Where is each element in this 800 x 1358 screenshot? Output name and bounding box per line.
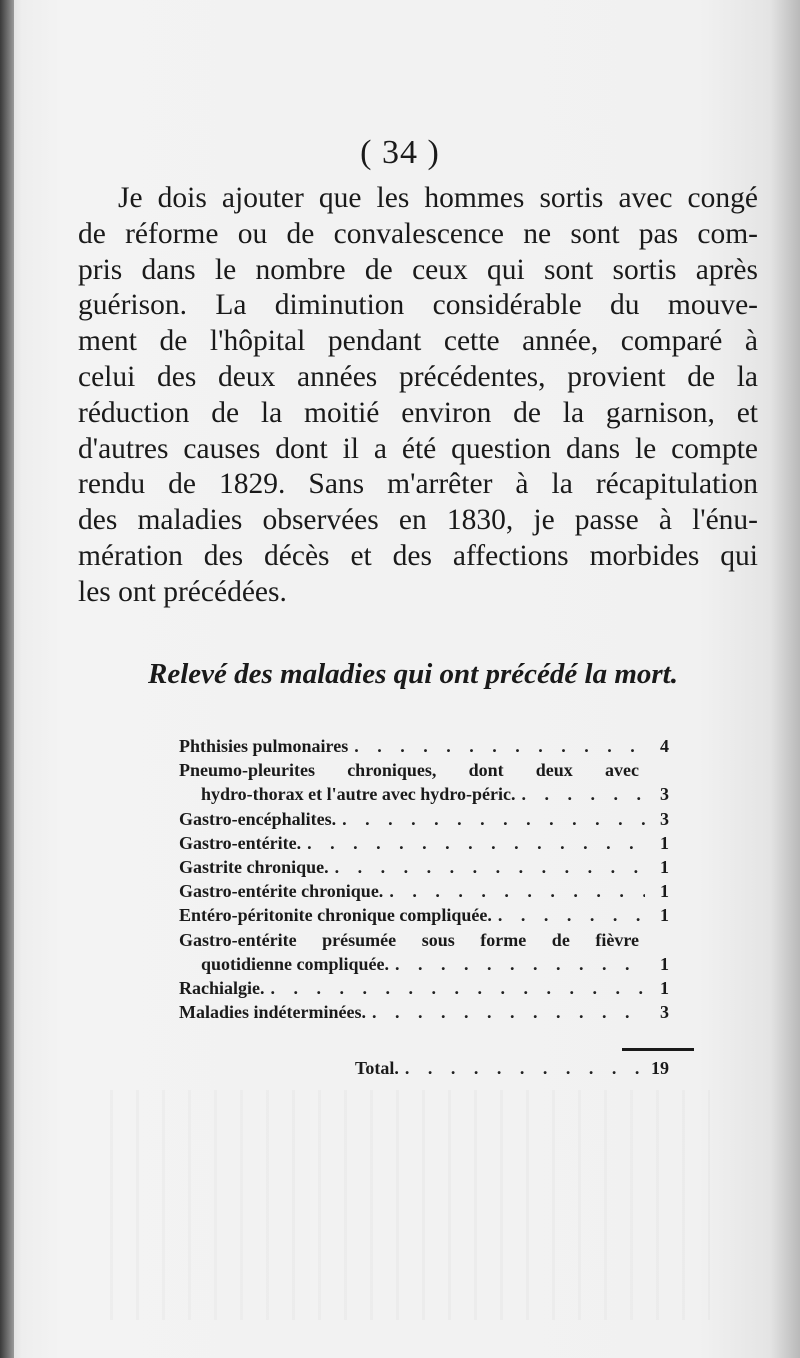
table-row — [179, 928, 669, 952]
table-row — [179, 807, 669, 831]
table-row — [179, 831, 669, 855]
paragraph-line: mération des décès et des affections morbides qui — [78, 539, 758, 572]
leader-dots — [301, 831, 645, 855]
row-label: Gastro-encéphalites. — [179, 808, 337, 829]
paragraph-line: ment de l'hôpital pendant cette année, comparé à — [78, 325, 758, 358]
row-value: 3 — [660, 1002, 669, 1023]
paragraph-line: d'autres causes dont il a été question dans le compte — [78, 432, 758, 465]
paragraph-line: celui des deux années précédentes, provient de la — [78, 360, 758, 393]
row-value: 1 — [660, 953, 669, 974]
table-row — [179, 855, 669, 879]
paragraph-line: les ont précédées. — [78, 575, 287, 608]
paragraph-line: Je dois ajouter que les hommes sortis avec congé — [118, 182, 758, 214]
paragraph-line: de réforme ou de convalescence ne sont pas com- — [78, 217, 758, 250]
leader-dots — [515, 782, 645, 806]
table-row — [179, 952, 669, 976]
table-row — [179, 782, 669, 806]
row-value: 1 — [660, 832, 669, 853]
row-label: Gastro-entérite. — [179, 832, 302, 853]
leader-dots — [336, 807, 645, 831]
row-label: Pneumo-pleurites chroniques, dont deux avec — [179, 760, 639, 781]
table-row — [179, 976, 669, 1000]
table-row — [179, 1000, 669, 1024]
table-row — [179, 734, 669, 758]
row-value: 1 — [660, 857, 669, 878]
row-label: Gastro-entérite présumée sous forme de fièvre — [179, 929, 639, 950]
total-label: Total. — [355, 1058, 399, 1078]
leader-dots — [329, 855, 645, 879]
leader-dots — [383, 879, 645, 903]
leader-dots — [348, 734, 645, 758]
row-label: Maladies indéterminées. — [179, 1002, 366, 1023]
table-row — [179, 879, 669, 903]
row-label: Gastrite chronique. — [179, 857, 329, 878]
sum-rule — [622, 1048, 694, 1051]
page-number: ( 34 ) — [360, 134, 440, 171]
leader-dots — [492, 903, 645, 927]
row-label: Gastro-entérite chronique. — [179, 881, 384, 902]
total-value: 19 — [651, 1058, 669, 1078]
leader-dots — [265, 976, 646, 1000]
section-title: Relevé des maladies qui ont précédé la mort. — [148, 658, 678, 690]
body-paragraph — [78, 181, 758, 611]
paragraph-line: des maladies observées en 1830, je passe à l'énu- — [78, 504, 758, 537]
leader-dots — [399, 1056, 645, 1080]
leader-dots — [366, 1000, 645, 1024]
paragraph-line: guérison. La diminution considérable du mouve- — [78, 289, 758, 322]
page-show-through — [110, 1090, 710, 1320]
row-label: Entéro-péritonite chronique compliquée. — [179, 905, 492, 926]
row-label: hydro-thorax et l'autre avec hydro-péric. — [201, 784, 516, 805]
table-row — [179, 758, 669, 782]
paragraph-line: rendu de 1829. Sans m'arrêter à la récapitulation — [78, 468, 758, 501]
row-value: 4 — [660, 736, 669, 756]
row-label: quotidienne compliquée. — [201, 953, 390, 974]
row-value: 1 — [660, 905, 669, 926]
row-label: Rachialgie. — [179, 978, 265, 999]
paragraph-line: réduction de la moitié environ de la garnison, et — [78, 396, 758, 429]
row-label: Phthisies pulmonaires — [179, 736, 349, 756]
table-row — [179, 903, 669, 927]
row-value: 3 — [660, 784, 669, 805]
row-value: 1 — [660, 978, 669, 999]
row-value: 1 — [660, 881, 669, 902]
total-row — [355, 1056, 669, 1080]
row-value: 3 — [660, 808, 669, 829]
paragraph-line: pris dans le nombre de ceux qui sont sortis après — [78, 253, 758, 286]
leader-dots — [389, 952, 645, 976]
mortality-table — [179, 734, 669, 1024]
